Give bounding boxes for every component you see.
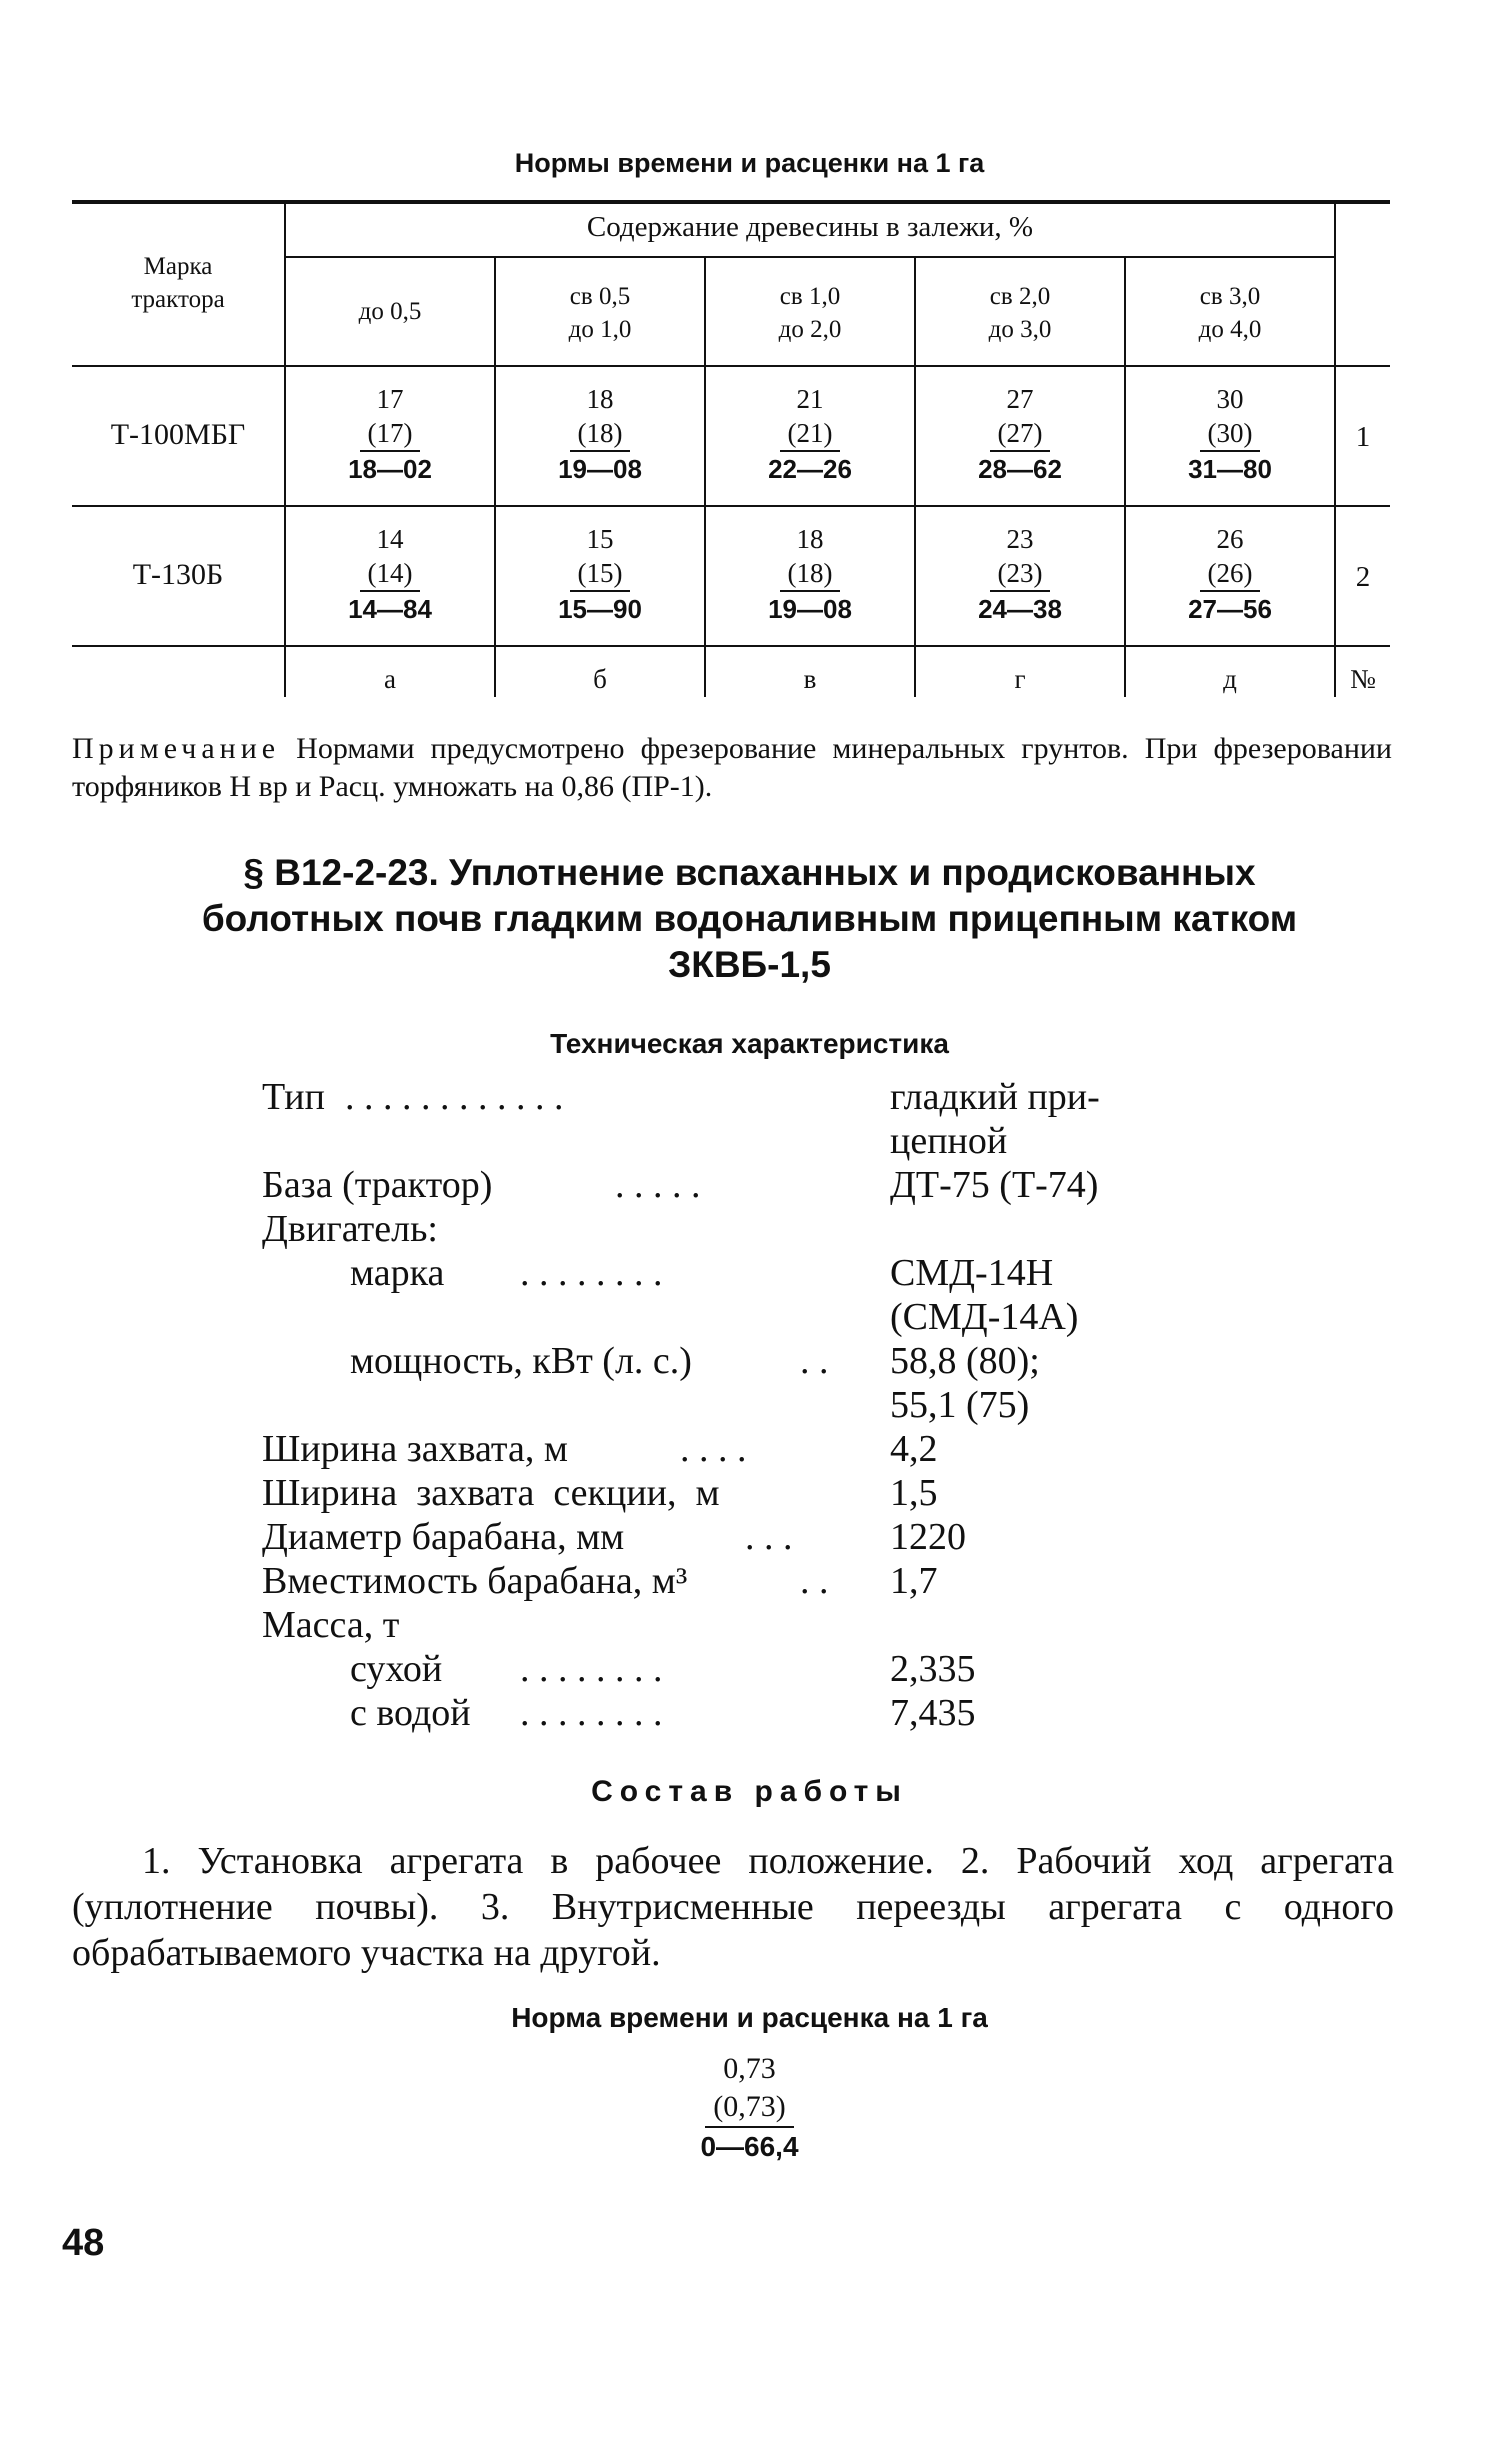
group-header: Содержание древесины в залежи, % xyxy=(586,211,1034,243)
col-label: до 3,0 xyxy=(988,316,1052,343)
spec-label: Двигатель: xyxy=(262,1208,438,1250)
norm-paren: (17) xyxy=(360,416,421,452)
leader-dots: . . . . . . . . xyxy=(520,1692,663,1734)
table-cell xyxy=(915,382,1125,486)
spec-value: 58,8 (80); xyxy=(890,1340,1040,1382)
norm-value: 14 xyxy=(376,524,404,554)
num-header: № xyxy=(1350,664,1376,694)
rate-value: 24—38 xyxy=(978,594,1062,624)
col-label: св 3,0 xyxy=(1199,283,1261,310)
section-heading-line: болотных почв гладким водоналивным прицепным катком xyxy=(201,898,1298,939)
rate-value: 19—08 xyxy=(768,594,852,624)
norm-value: 15 xyxy=(586,524,614,554)
spec-label: Тип xyxy=(262,1076,325,1118)
row-number: 2 xyxy=(1355,561,1371,593)
norm-value: 18 xyxy=(796,524,824,554)
note-label: Примечание xyxy=(72,732,281,765)
work-title: Состав работы xyxy=(591,1775,908,1808)
norm-title: Норма времени и расценка на 1 га xyxy=(511,2002,988,2033)
rate-value: 28—62 xyxy=(978,454,1062,484)
rate-value: 31—80 xyxy=(1188,454,1272,484)
rate-value: 19—08 xyxy=(558,454,642,484)
spec-label: с водой xyxy=(350,1692,471,1734)
table-title: Нормы времени и расценки на 1 га xyxy=(514,148,985,178)
col-header-c xyxy=(705,280,915,346)
spec-label: База (трактор) xyxy=(262,1164,493,1206)
spec-label: Масса, т xyxy=(262,1604,400,1646)
col-header-d xyxy=(915,280,1125,346)
leader-dots: . . xyxy=(800,1560,829,1602)
norm-paren: (21) xyxy=(780,416,841,452)
rate-value: 18—02 xyxy=(348,454,432,484)
col-label: до 2,0 xyxy=(778,316,842,343)
rate-value: 15—90 xyxy=(558,594,642,624)
col-label: до 4,0 xyxy=(1198,316,1262,343)
table-cell xyxy=(285,382,495,486)
spec-value: 1,7 xyxy=(890,1560,938,1602)
norm-value: 26 xyxy=(1216,524,1244,554)
spec-value: (СМД-14А) xyxy=(890,1296,1079,1338)
leader-dots: . . . . . . . . xyxy=(520,1648,663,1690)
norm-fraction xyxy=(0,2050,1499,2166)
norm-paren: (23) xyxy=(990,556,1051,592)
brand-header xyxy=(72,250,284,316)
norm-value: 23 xyxy=(1006,524,1034,554)
row-brand: Т-100МБГ xyxy=(110,418,246,451)
col-letter: в xyxy=(803,664,817,694)
table-cell xyxy=(495,382,705,486)
col-label: св 1,0 xyxy=(779,283,841,310)
section-heading-line: § В12-2-23. Уплотнение вспаханных и продискованных xyxy=(243,852,1256,893)
spec-value: 2,335 xyxy=(890,1648,976,1690)
spec-value: цепной xyxy=(890,1120,1008,1162)
brand-header-text: Марка трактора xyxy=(131,253,225,313)
spec-value: ДТ-75 (Т-74) xyxy=(890,1164,1099,1206)
norm-paren: (18) xyxy=(570,416,631,452)
norm-value: 21 xyxy=(796,384,824,414)
spec-value: 7,435 xyxy=(890,1692,976,1734)
rate-value: 22—26 xyxy=(768,454,852,484)
col-letter: а xyxy=(384,664,396,694)
table-cell xyxy=(1125,522,1335,626)
leader-dots: . . . . . . . . xyxy=(520,1252,663,1294)
col-label: св 0,5 xyxy=(569,283,631,310)
leader-dots: . . . . xyxy=(680,1428,747,1470)
norm-value: 17 xyxy=(376,384,404,414)
spec-value: гладкий при- xyxy=(890,1076,1100,1118)
spec-label: Ширина захвата секции, м xyxy=(262,1472,720,1514)
col-label: св 2,0 xyxy=(989,283,1051,310)
leader-dots: . . . . . xyxy=(615,1164,701,1206)
norm-value: 0,73 xyxy=(723,2052,776,2085)
tech-title: Техническая характеристика xyxy=(550,1028,949,1059)
col-label: до 1,0 xyxy=(568,316,632,343)
col-header-b xyxy=(495,280,705,346)
spec-label: Диаметр барабана, мм xyxy=(262,1516,625,1558)
table-note xyxy=(72,730,1392,806)
work-text: 1. Установка агрегата в рабочее положение. 2. Рабочий ход агрегата (уплотнение почвы). 3. Внутрисменные переезды агрегата с одного обрабатываемого участка на другой. xyxy=(72,1840,1394,1974)
spec-label: Ширина захвата, м xyxy=(262,1428,568,1470)
page-number: 48 xyxy=(62,2222,105,2264)
table-cell xyxy=(915,522,1125,626)
header-bottom-rule xyxy=(72,365,1390,367)
norm-paren: (27) xyxy=(990,416,1051,452)
spec-label: марка xyxy=(350,1252,445,1294)
norm-paren: (14) xyxy=(360,556,421,592)
col-letter: г xyxy=(1014,664,1026,694)
norm-value: 30 xyxy=(1216,384,1244,414)
row-divider xyxy=(72,505,1390,507)
norm-paren: (30) xyxy=(1200,416,1261,452)
table-top-border xyxy=(72,200,1390,204)
spec-value: 1220 xyxy=(890,1516,966,1558)
norm-value: 18 xyxy=(586,384,614,414)
table-cell xyxy=(495,522,705,626)
col-header-e xyxy=(1125,280,1335,346)
table-cell xyxy=(705,382,915,486)
table-cell xyxy=(285,522,495,626)
norm-paren: (18) xyxy=(780,556,841,592)
spec-label: Вместимость барабана, м³ xyxy=(262,1560,688,1602)
row-brand: Т-130Б xyxy=(132,558,224,591)
spec-label: сухой xyxy=(350,1648,443,1690)
spec-value: 1,5 xyxy=(890,1472,938,1514)
col-letter: б xyxy=(593,664,607,694)
group-header-rule xyxy=(285,256,1335,258)
leader-dots: . . xyxy=(800,1340,829,1382)
rate-value: 27—56 xyxy=(1188,594,1272,624)
norm-paren: (26) xyxy=(1200,556,1261,592)
note-text: Нормами предусмотрено фрезерование минеральных грунтов. При фрезеровании торфяников Н вр и Расц. умножать на 0,86 (ПР-1). xyxy=(72,732,1392,803)
norm-paren: (15) xyxy=(570,556,631,592)
row-number: 1 xyxy=(1355,421,1371,453)
table-cell xyxy=(1125,382,1335,486)
leader-dots: . . . . . . . . . . . . xyxy=(345,1076,564,1118)
table-bottom-rule xyxy=(72,645,1390,647)
norm-value: 27 xyxy=(1006,384,1034,414)
col-label: до 0,5 xyxy=(358,298,422,325)
rate-value: 14—84 xyxy=(348,594,432,624)
col-header-a xyxy=(285,295,495,328)
section-heading-line: ЗКВБ-1,5 xyxy=(668,944,831,985)
leader-dots: . . . xyxy=(745,1516,793,1558)
spec-label: мощность, кВт (л. с.) xyxy=(350,1340,692,1382)
table-cell xyxy=(705,522,915,626)
section-heading xyxy=(0,850,1499,988)
col-letter: д xyxy=(1223,664,1237,694)
spec-value: 55,1 (75) xyxy=(890,1384,1030,1426)
spec-value: СМД-14Н xyxy=(890,1252,1054,1294)
rate-value: 0—66,4 xyxy=(700,2131,799,2162)
norm-paren: (0,73) xyxy=(705,2088,793,2128)
spec-value: 4,2 xyxy=(890,1428,938,1470)
